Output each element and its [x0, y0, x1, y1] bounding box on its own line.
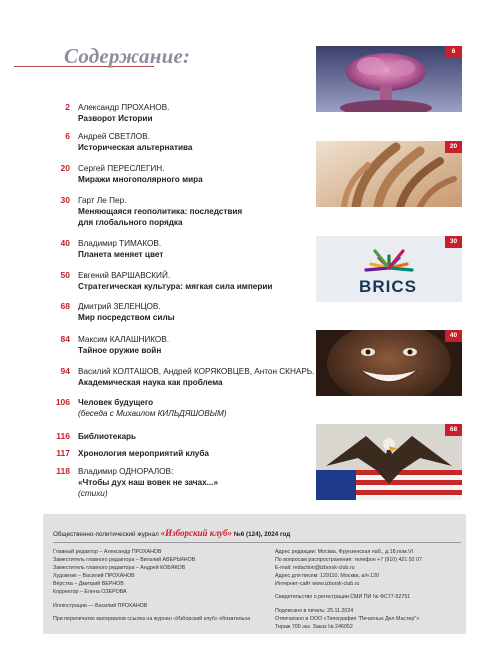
thumbnail-wheat	[316, 141, 462, 207]
toc-author: Владимир ОДНОРАЛОВ:	[78, 467, 174, 476]
page-badge: 68	[445, 424, 462, 436]
footer-title-prefix: Общественно-политический журнал	[53, 531, 159, 538]
toc-article-title: Мир посредством силы	[78, 313, 175, 322]
toc-page-number: 94	[60, 366, 70, 376]
toc-page-number: 68	[60, 301, 70, 311]
toc-article-title: «Чтобы дух наш вовек не зачах...»	[78, 478, 219, 487]
mushroom-cloud-image	[316, 46, 462, 112]
page-badge: 30	[445, 236, 462, 248]
issue-number: №6 (124), 2024 год	[233, 531, 291, 538]
brics-logo-text: BRICS	[359, 277, 417, 296]
footer-line: Отпечатано в ООО «Типография "Печатных Дел Мастер"»	[275, 615, 420, 622]
footer-line: E-mail: redaction@izborsk-club.ru	[275, 565, 355, 572]
toc-author: Андрей СВЕТЛОВ.	[78, 132, 150, 141]
magazine-name: «Изборский клуб»	[160, 528, 233, 538]
toc-entry-text	[78, 195, 310, 228]
toc-article-title: для глобального порядка	[78, 218, 183, 227]
footer-title	[53, 528, 290, 538]
toc-page-number: 84	[60, 334, 70, 344]
toc-entry-text	[78, 270, 310, 292]
toc-author: Евгений ВАРШАВСКИЙ.	[78, 271, 171, 280]
footer-line: Свидетельство о регистрации СМИ ПИ № ФС77-52751	[275, 594, 411, 601]
toc-page-number: 40	[60, 238, 70, 248]
toc-note: (стихи)	[78, 489, 108, 498]
imprint-footer	[43, 514, 466, 634]
toc-article-title: Меняющаяся геополитика: последствия	[78, 207, 243, 216]
footer-line: Иллюстрации — Василий ПРОХАНОВ	[53, 602, 148, 609]
toc-page-number: 6	[65, 131, 70, 141]
toc-article-title: Миражи многополярного мира	[78, 175, 203, 184]
footer-line: Заместитель главного редактора – Виталий АВЕРЬЯНОВ	[53, 557, 196, 564]
page-badge: 20	[445, 141, 462, 153]
toc-entry-text	[78, 301, 310, 323]
footer-rule	[53, 542, 461, 543]
toc-article-title: Разворот Истории	[78, 114, 153, 123]
footer-line: Интернет-сайт www.izborsk-club.ru	[275, 581, 360, 588]
footer-line: Главный редактор – Александр ПРОХАНОВ	[53, 549, 162, 555]
toc-entry-text	[78, 334, 310, 356]
footer-line: По вопросам распространения: телефон +7 (910) 421 92 07	[275, 557, 423, 564]
toc-page-number: 30	[60, 195, 70, 205]
footer-line: Подписано в печать: 25.11.2024	[275, 607, 354, 614]
toc-author: Гарт Ле Пер.	[78, 196, 127, 205]
toc-author: Сергей ПЕРЕСЛЕГИН.	[78, 164, 165, 173]
toc-entry-text	[78, 163, 310, 185]
toc-article-title: Хронология мероприятий клуба	[78, 449, 209, 458]
page-badge: 40	[445, 330, 462, 342]
brics-logo-image	[316, 236, 462, 302]
toc-note: (беседа с Михаилом КИЛЬДЯШОВЫМ)	[78, 409, 227, 418]
toc-page-number: 116	[56, 431, 70, 441]
footer-right-column	[275, 548, 422, 631]
toc-entry-text	[78, 397, 310, 419]
thumbnail-smiling-face	[316, 330, 462, 396]
toc-entry-text	[78, 448, 310, 459]
page-title: Содержание:	[64, 44, 191, 68]
wheat-ears-image	[316, 141, 462, 207]
page-badge: 6	[445, 46, 462, 58]
toc-entry-text	[78, 466, 310, 499]
footer-line: Заместитель главного редактора – Андрей КОБЯКОВ	[53, 565, 186, 572]
footer-line: Адрес редакции: Москва, Фрунзенская наб., д.18,пом.VI	[275, 549, 413, 555]
toc-page-number: 2	[65, 102, 70, 112]
eagle-flag-image	[316, 424, 462, 500]
toc-entry-text	[78, 238, 310, 260]
toc-page-number: 117	[56, 448, 70, 458]
toc-author: Василий КОЛТАШОВ, Андрей КОРЯКОВЦЕВ, Антон СКНАРЬ.	[78, 367, 315, 376]
footer-line: Тираж 700 экз. Заказ № 246052	[275, 623, 353, 630]
toc-entry-text	[78, 366, 315, 388]
toc-page-number: 106	[55, 397, 70, 407]
toc-author: Владимир ТИМАКОВ.	[78, 239, 162, 248]
toc-author: Александр ПРОХАНОВ.	[78, 103, 170, 112]
footer-line: Адрес для писем: 129110, Москва, а/я 120	[275, 573, 380, 580]
toc-page-number: 20	[60, 163, 70, 173]
toc-author: Дмитрий ЗЕЛЕНЦОВ.	[78, 302, 161, 311]
footer-line: Вёрстка – Дмитрий ВЕРНОВ	[53, 581, 124, 588]
footer-line: При перепечатке материалов ссылка на журнал «Изборский клуб» обязательна	[53, 615, 251, 622]
toc-entry-text	[78, 131, 310, 153]
toc-article-title: Планета меняет цвет	[78, 250, 164, 259]
toc-article-title: Стратегическая культура: мягкая сила империи	[78, 282, 273, 291]
toc-entry-text	[78, 431, 310, 442]
toc-article-title: Академическая наука как проблема	[78, 378, 223, 387]
toc-page-number: 50	[60, 270, 70, 280]
toc-page-number: 118	[56, 466, 70, 476]
smiling-face-image	[316, 330, 462, 396]
toc-article-title: Тайное оружие войн	[78, 346, 162, 355]
toc-entry-text	[78, 102, 310, 124]
footer-line: Корректор – Елена ОЗЕРОВА	[53, 589, 127, 596]
toc-author: Максим КАЛАШНИКОВ.	[78, 335, 170, 344]
thumbnail-mushroom-cloud	[316, 46, 462, 112]
toc-article-title: Историческая альтернатива	[78, 143, 193, 152]
footer-left-column	[53, 548, 250, 623]
toc-article-title: Библиотекарь	[78, 432, 137, 441]
toc-article-title: Человек будущего	[78, 398, 154, 407]
thumbnail-eagle-flag	[316, 424, 462, 500]
thumbnail-brics	[316, 236, 462, 302]
footer-line: Художник – Василий ПРОХАНОВ	[53, 573, 135, 580]
